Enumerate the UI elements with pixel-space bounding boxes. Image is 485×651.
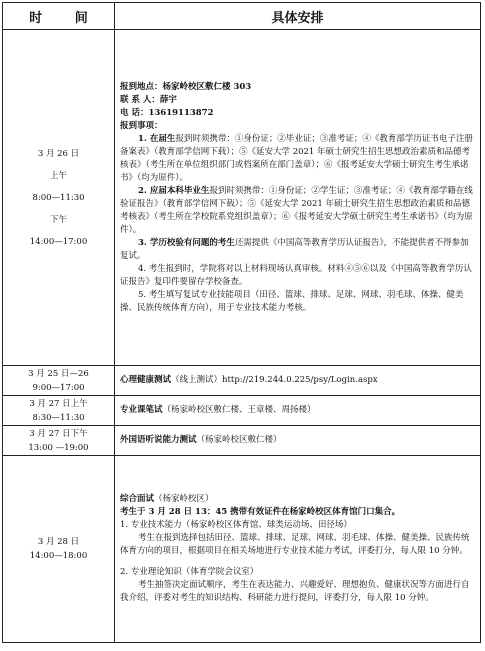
interview-section-2-head: 2. 专业理论知识（体育学院会议室） [120, 567, 259, 577]
row-time-cell [3, 456, 115, 643]
matter-item-4: 4. 考生报到时，学院将对以上材料现场认真审核。材料④⑤⑥以及《中国高等教育学历认证报告》复印件要留存学校备查。 [120, 263, 472, 287]
table-header-row [3, 3, 481, 30]
header-plan: 具体安排 [115, 3, 481, 30]
time-range: 14:00—18:00 [29, 551, 88, 561]
registration-location: 报到地点：杨家岭校区敷仁楼 303 [120, 81, 252, 92]
matter-item-5: 5. 考生填写复试专业技能项目（田径、篮球、排球、足球、网球、羽毛球、体操、健美操、民族传统体育方向），用于专业技术能力考核。 [120, 289, 464, 313]
row-time-cell [3, 366, 115, 396]
matter-item-1: 1. 在届生报到时须携带：①身份证；②毕业证；③准考证；④《教育部学历证书电子注册备案表》（教育部学信网下载）；⑤《延安大学 2021 年硕士研究生招生思想政治素质和品德考核表》（考生所在单位组织部门或档案所在部门盖章）；⑥《报考延安大学硕士研究生考生承诺书》（均为原件）。 [120, 133, 473, 183]
registration-matters: 报到事项： [120, 120, 163, 131]
interview-section-1: 考生在报到选择包括田径、篮球、排球、足球、网球、羽毛球、体操、健美操、民族传统体育方向的项目，根据项目在相关场地进行专业技术能力考试，评委打分，每人限 10 分钟。 [120, 533, 470, 556]
row-content-cell [115, 396, 481, 426]
time-period-pm: 下午 [49, 214, 67, 225]
matter-item-2: 2. 应届本科毕业生报到时须携带：①身份证；②学生证；③准考证；④《教育部学籍在线验证报告》（教育部学信网下载）；⑤《延安大学 2021 年硕士研究生招生思想政治素质和品德考核表》（考生所在学校院系党组织盖章）；⑥《报考延安大学硕士研究生考生承诺书》（均为原件）。 [120, 185, 473, 235]
registration-contact: 联 系 人：薛宇 [120, 94, 177, 105]
item-title: 外国语听说能力测试 [120, 435, 197, 445]
time-date: 3 月 26 日 [37, 148, 80, 159]
schedule-table [2, 2, 481, 643]
table-row [3, 456, 481, 643]
item-detail: （杨家岭校区敷仁楼、王章楼、周扬楼） [162, 405, 316, 415]
interview-gather: 考生于 3 月 28 日 13：45 携带有效证件在杨家岭校区体育馆门口集合。 [120, 507, 401, 517]
table-row [3, 366, 481, 396]
row-time-cell [3, 426, 115, 456]
time-range: 13:00 —19:00 [28, 442, 89, 453]
item-detail-link[interactable]: （线上测试）http://219.244.0.225/psy/Login.aspx [171, 375, 378, 385]
item-title: 专业课笔试 [120, 405, 163, 415]
interview-title: 综合面试（杨家岭校区） [120, 494, 214, 504]
row-content-cell [115, 30, 481, 366]
interview-section-1-head: 1. 专业技术能力（杨家岭校区体育馆、球类运动场、田径场） [120, 520, 352, 530]
item-title: 心理健康测试 [120, 375, 172, 385]
item-detail: （杨家岭校区敷仁楼） [196, 435, 282, 445]
time-period-am: 上午 [49, 170, 67, 181]
time-date: 3 月 25 日—26 [28, 368, 89, 379]
row-time-cell [3, 30, 115, 366]
time-range-am: 8:00—11:30 [32, 192, 85, 203]
registration-phone: 电 话：13619113872 [120, 107, 214, 118]
header-time: 时 间 [3, 3, 115, 30]
time-date: 3 月 27 日下午 [29, 428, 88, 439]
table-row [3, 396, 481, 426]
time-range-pm: 14:00—17:00 [29, 236, 88, 247]
table-row [3, 30, 481, 366]
time-range: 8:30—11:30 [32, 412, 85, 423]
row-time-cell [3, 396, 115, 426]
matter-item-3: 3. 学历校验有问题的考生还需提供《中国高等教育学历认证报告》，不能提供者不得参加复试。 [120, 237, 469, 261]
time-range: 9:00—17:00 [32, 382, 85, 393]
interview-section-2: 考生抽签决定面试顺序，考生在表达能力、兴趣爱好、理想抱负、健康状况等方面进行自我介绍，评委对考生的知识结构、科研能力进行提问，评委打分，每人限 10 分钟。 [120, 580, 470, 603]
table-row [3, 426, 481, 456]
time-date: 3 月 27 日上午 [29, 398, 88, 409]
row-content-cell [115, 426, 481, 456]
time-date: 3 月 28 日 [37, 537, 80, 547]
row-content-cell [115, 366, 481, 396]
row-content-cell [115, 456, 481, 643]
